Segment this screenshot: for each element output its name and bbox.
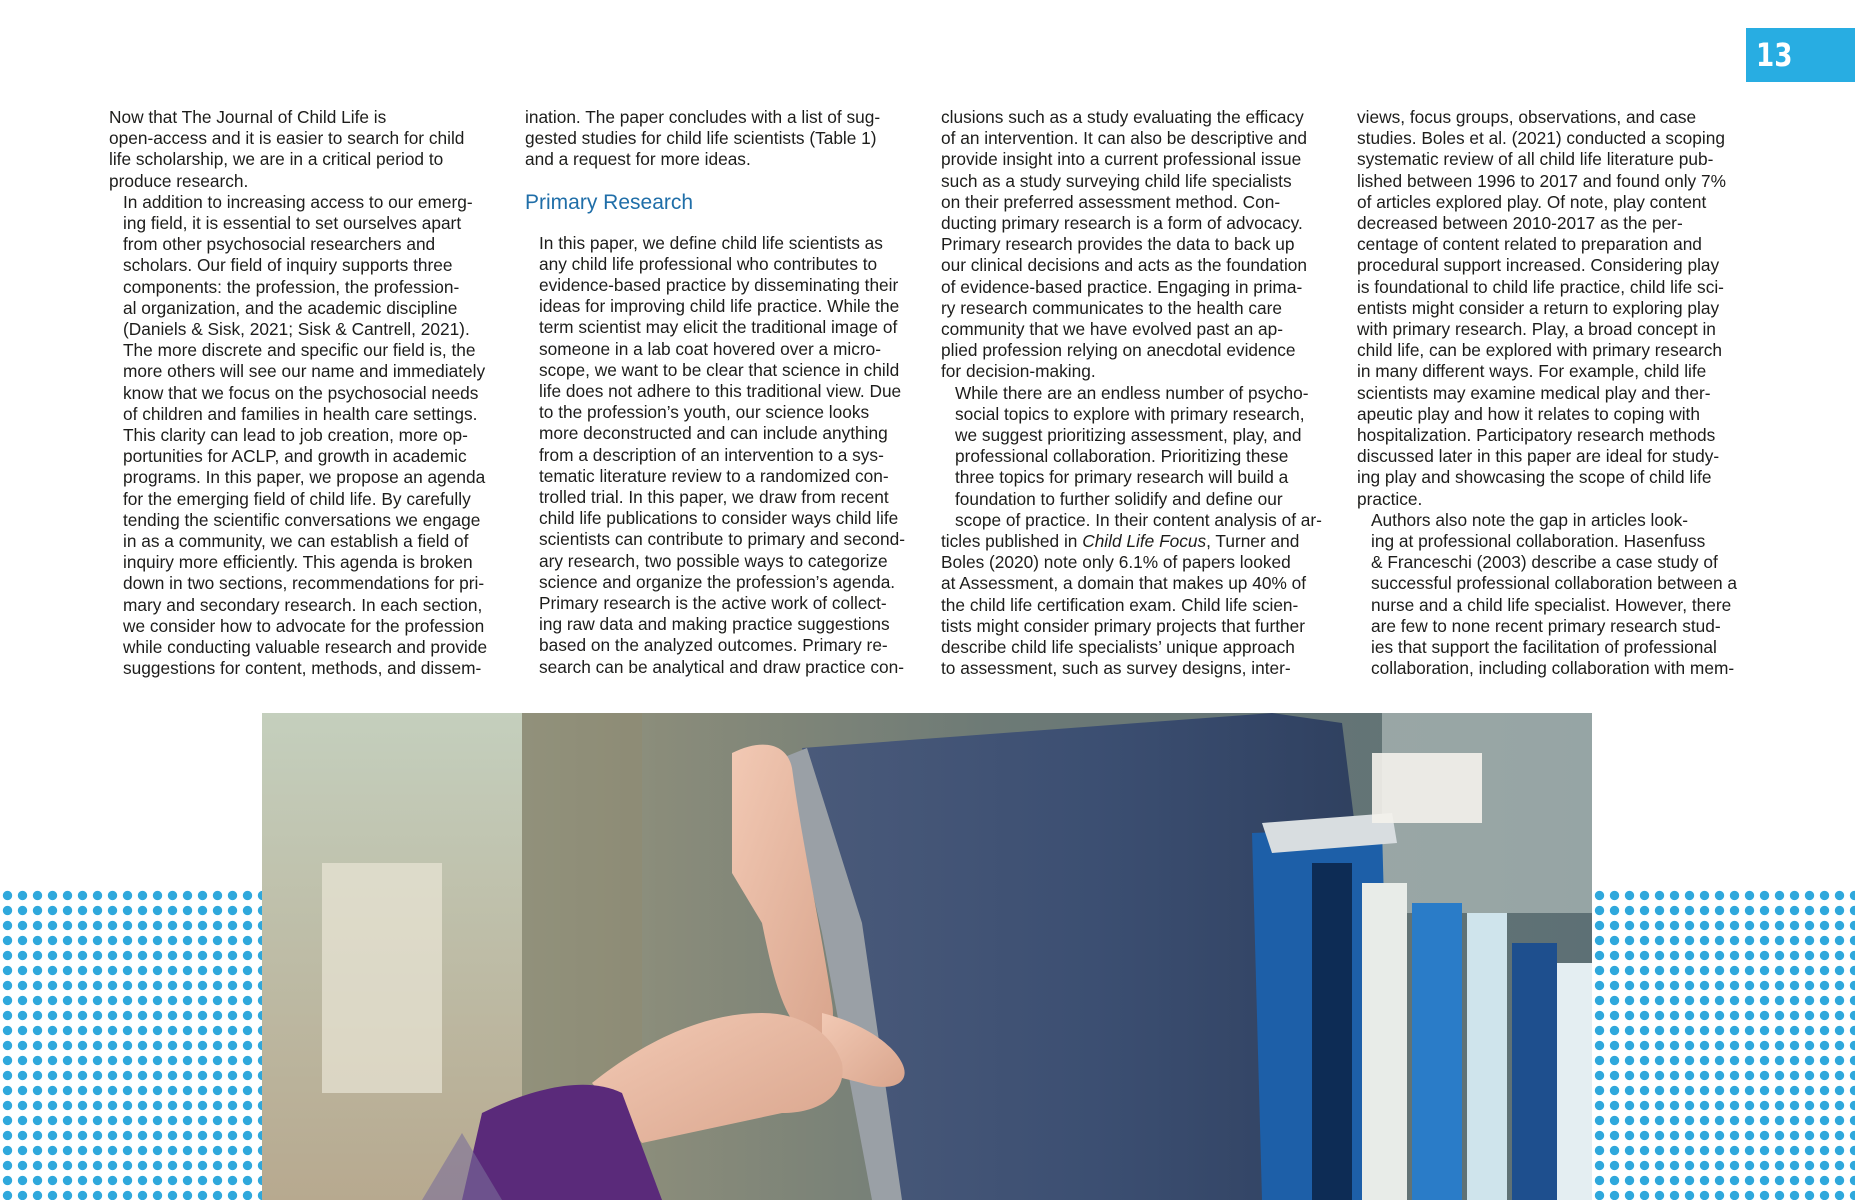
text-line: scientists can contribute to primary and second- xyxy=(539,529,905,550)
text-line: programs. In this paper, we propose an agenda xyxy=(123,467,486,488)
text-line: clusions such as a study evaluating the efficacy xyxy=(941,107,1304,127)
text-line: Boles (2020) note only 6.1% of papers looked xyxy=(941,552,1291,573)
paragraph xyxy=(525,233,925,593)
journal-title-child-life-focus: Child Life Focus xyxy=(1082,531,1207,552)
text-line: In this paper, we define child life scientists as xyxy=(539,232,883,253)
column-2-intro xyxy=(525,107,925,171)
text-line: someone in a lab coat hovered over a micro- xyxy=(539,338,881,359)
text-column-2 xyxy=(525,107,925,678)
text-line: tematic literature review to a randomized con- xyxy=(539,465,889,486)
page-number: 13 xyxy=(1756,36,1793,74)
text-line: scope of practice. In their content analysis of ar- xyxy=(955,509,1322,530)
text-line: Now that The Journal of Child Life is xyxy=(109,107,387,127)
text-line: al organization, and the academic discipline xyxy=(123,297,458,318)
text-line: portunities for ACLP, and growth in academic xyxy=(123,446,467,467)
text-line: ination. The paper concludes with a list of sug- xyxy=(525,107,881,127)
text-column-1 xyxy=(109,107,509,679)
text-line: plied profession relying on anecdotal evidence xyxy=(941,340,1296,361)
text-line: of an intervention. It can also be descriptive and xyxy=(941,128,1308,149)
text-line: nurse and a child life specialist. However, there xyxy=(1371,594,1732,615)
paragraph xyxy=(109,192,509,680)
text-line: procedural support increased. Considering play xyxy=(1357,255,1720,276)
text-line: our clinical decisions and acts as the foundation xyxy=(941,255,1308,276)
text-line: is foundational to child life practice, child life sci- xyxy=(1357,276,1724,297)
text-line: trolled trial. In this paper, we draw from recent xyxy=(539,487,889,508)
column-3-tail xyxy=(941,552,1341,679)
text-line: the child life certification exam. Child life scien- xyxy=(941,594,1299,615)
text-line: social topics to explore with primary research, xyxy=(955,403,1305,424)
text-line: (Daniels & Sisk, 2021; Sisk & Cantrell, 2021). xyxy=(123,319,470,340)
paragraph xyxy=(941,107,1341,383)
text-line: are few to none recent primary research stud- xyxy=(1371,615,1721,636)
text-line: to assessment, such as survey designs, inter- xyxy=(941,658,1291,679)
italic-line-before: ticles published in xyxy=(941,531,1083,552)
dot-pattern-left xyxy=(0,888,262,1200)
text-line: produce research. xyxy=(109,170,249,191)
text-line: views, focus groups, observations, and case xyxy=(1357,107,1697,127)
paragraph xyxy=(1357,510,1757,680)
text-line: for decision-making. xyxy=(941,361,1096,382)
text-line: In addition to increasing access to our emerg- xyxy=(123,191,473,212)
text-line: ideas for improving child life practice. While the xyxy=(539,296,900,317)
text-line: successful professional collaboration between a xyxy=(1371,573,1738,594)
text-line: lished between 1996 to 2017 and found only 7% xyxy=(1357,170,1726,191)
text-line: with primary research. Play, a broad concept in xyxy=(1357,319,1716,340)
text-line: more others will see our name and immediately xyxy=(123,361,486,382)
text-line: gested studies for child life scientists (Table 1) xyxy=(525,128,877,149)
text-line: provide insight into a current professional issue xyxy=(941,149,1302,170)
text-line: describe child life specialists’ unique approach xyxy=(941,637,1295,658)
text-line: & Franceschi (2003) describe a case study of xyxy=(1371,552,1718,573)
text-line: Authors also note the gap in articles look- xyxy=(1371,509,1689,530)
text-line: tists might consider primary projects that further xyxy=(941,615,1305,636)
text-line: scientists may examine medical play and ther- xyxy=(1357,382,1711,403)
text-line: life does not adhere to this traditional view. Due xyxy=(539,381,902,402)
text-line: ary research, two possible ways to categorize xyxy=(539,550,888,571)
text-column-3 xyxy=(941,107,1341,679)
text-line: suggestions for content, methods, and dissem- xyxy=(123,658,482,679)
text-line: ing field, it is essential to set ourselves apart xyxy=(123,213,462,234)
text-line: entists might consider a return to exploring play xyxy=(1357,297,1720,318)
section-heading-primary-research: Primary Research xyxy=(525,190,694,214)
text-line: know that we focus on the psychosocial needs xyxy=(123,382,479,403)
paragraph xyxy=(1357,107,1757,510)
paragraph xyxy=(941,383,1341,531)
text-line: collaboration, including collaboration with mem- xyxy=(1371,658,1735,679)
text-line: Primary research provides the data to back up xyxy=(941,234,1295,255)
text-line: term scientist may elicit the traditional image of xyxy=(539,317,898,338)
text-line: from other psychosocial researchers and xyxy=(123,234,436,255)
text-line: down in two sections, recommendations for pri- xyxy=(123,573,485,594)
text-line: ing play and showcasing the scope of child life xyxy=(1357,467,1712,488)
text-line: Primary research is the active work of collect- xyxy=(539,593,887,614)
text-line: we suggest prioritizing assessment, play, and xyxy=(955,425,1302,446)
text-line: such as a study surveying child life specialists xyxy=(941,170,1292,191)
text-line: practice. xyxy=(1357,488,1423,509)
text-line: open-access and it is easier to search for child xyxy=(109,128,465,149)
text-line: on their preferred assessment method. Con- xyxy=(941,191,1281,212)
text-line: ing at professional collaboration. Hasenfuss xyxy=(1371,531,1706,552)
text-line: child life publications to consider ways child life xyxy=(539,508,899,529)
text-line xyxy=(941,531,1341,552)
text-line: search can be analytical and draw practice con- xyxy=(539,656,905,677)
text-line: tending the scientific conversations we engage xyxy=(123,509,481,530)
column-3-body xyxy=(941,107,1341,531)
text-line: inquiry more efficiently. This agenda is broken xyxy=(123,552,473,573)
text-line: mary and secondary research. In each section, xyxy=(123,594,483,615)
paragraph xyxy=(109,107,509,192)
text-line: ies that support the facilitation of professional xyxy=(1371,637,1717,658)
italic-line-after: , Turner and xyxy=(1206,531,1300,552)
page-number-tab xyxy=(1746,28,1855,82)
text-line: any child life professional who contributes to xyxy=(539,253,878,274)
text-line: life scholarship, we are in a critical period to xyxy=(109,149,444,170)
text-line: science and organize the profession’s agenda. xyxy=(539,571,896,592)
text-line: from a description of an intervention to a sys- xyxy=(539,444,884,465)
text-line: systematic review of all child life literature pub- xyxy=(1357,149,1714,170)
text-line: child life, can be explored with primary research xyxy=(1357,340,1722,361)
text-line: scope, we want to be clear that science in child xyxy=(539,359,900,380)
text-line: to the profession’s youth, our science looks xyxy=(539,402,870,423)
text-line: centage of content related to preparation and xyxy=(1357,234,1702,255)
text-line: and a request for more ideas. xyxy=(525,149,751,170)
photo-hand-pulling-book xyxy=(262,713,1592,1200)
text-line: discussed later in this paper are ideal for study- xyxy=(1357,446,1720,467)
text-line: ing raw data and making practice suggestions xyxy=(539,614,890,635)
text-line: of articles explored play. Of note, play content xyxy=(1357,191,1707,212)
text-line: more deconstructed and can include anything xyxy=(539,423,888,444)
text-line: in as a community, we can establish a field of xyxy=(123,531,469,552)
text-line: in many different ways. For example, child life xyxy=(1357,361,1707,382)
text-line: foundation to further solidify and define our xyxy=(955,488,1283,509)
text-line: ry research communicates to the health care xyxy=(941,297,1282,318)
text-line: community that we have evolved past an ap- xyxy=(941,319,1283,340)
text-line: While there are an endless number of psycho- xyxy=(955,382,1309,403)
text-line: three topics for primary research will build a xyxy=(955,467,1289,488)
text-line: based on the analyzed outcomes. Primary re- xyxy=(539,635,888,656)
text-line: scholars. Our field of inquiry supports three xyxy=(123,255,453,276)
text-line: for the emerging field of child life. By carefully xyxy=(123,488,471,509)
text-line: components: the profession, the profession- xyxy=(123,276,460,297)
column-2-body xyxy=(525,233,925,678)
text-line: ducting primary research is a form of advocacy. xyxy=(941,213,1303,234)
dot-pattern-right xyxy=(1592,888,1855,1200)
paragraph xyxy=(525,593,925,678)
text-line: professional collaboration. Prioritizing these xyxy=(955,446,1289,467)
text-line: The more discrete and specific our field is, the xyxy=(123,340,476,361)
text-line: while conducting valuable research and provide xyxy=(123,637,488,658)
text-line: apeutic play and how it relates to coping with xyxy=(1357,403,1700,424)
text-line: we consider how to advocate for the profession xyxy=(123,615,485,636)
text-line: at Assessment, a domain that makes up 40% of xyxy=(941,573,1307,594)
text-line: This clarity can lead to job creation, more op- xyxy=(123,425,468,446)
text-line: studies. Boles et al. (2021) conducted a scoping xyxy=(1357,128,1725,149)
text-line: hospitalization. Participatory research methods xyxy=(1357,425,1716,446)
text-line: of evidence-based practice. Engaging in prima- xyxy=(941,276,1303,297)
text-line: of children and families in health care settings. xyxy=(123,403,478,424)
text-column-4 xyxy=(1357,107,1757,679)
text-line: evidence-based practice by disseminating their xyxy=(539,275,899,296)
text-line: decreased between 2010-2017 as the per- xyxy=(1357,213,1683,234)
